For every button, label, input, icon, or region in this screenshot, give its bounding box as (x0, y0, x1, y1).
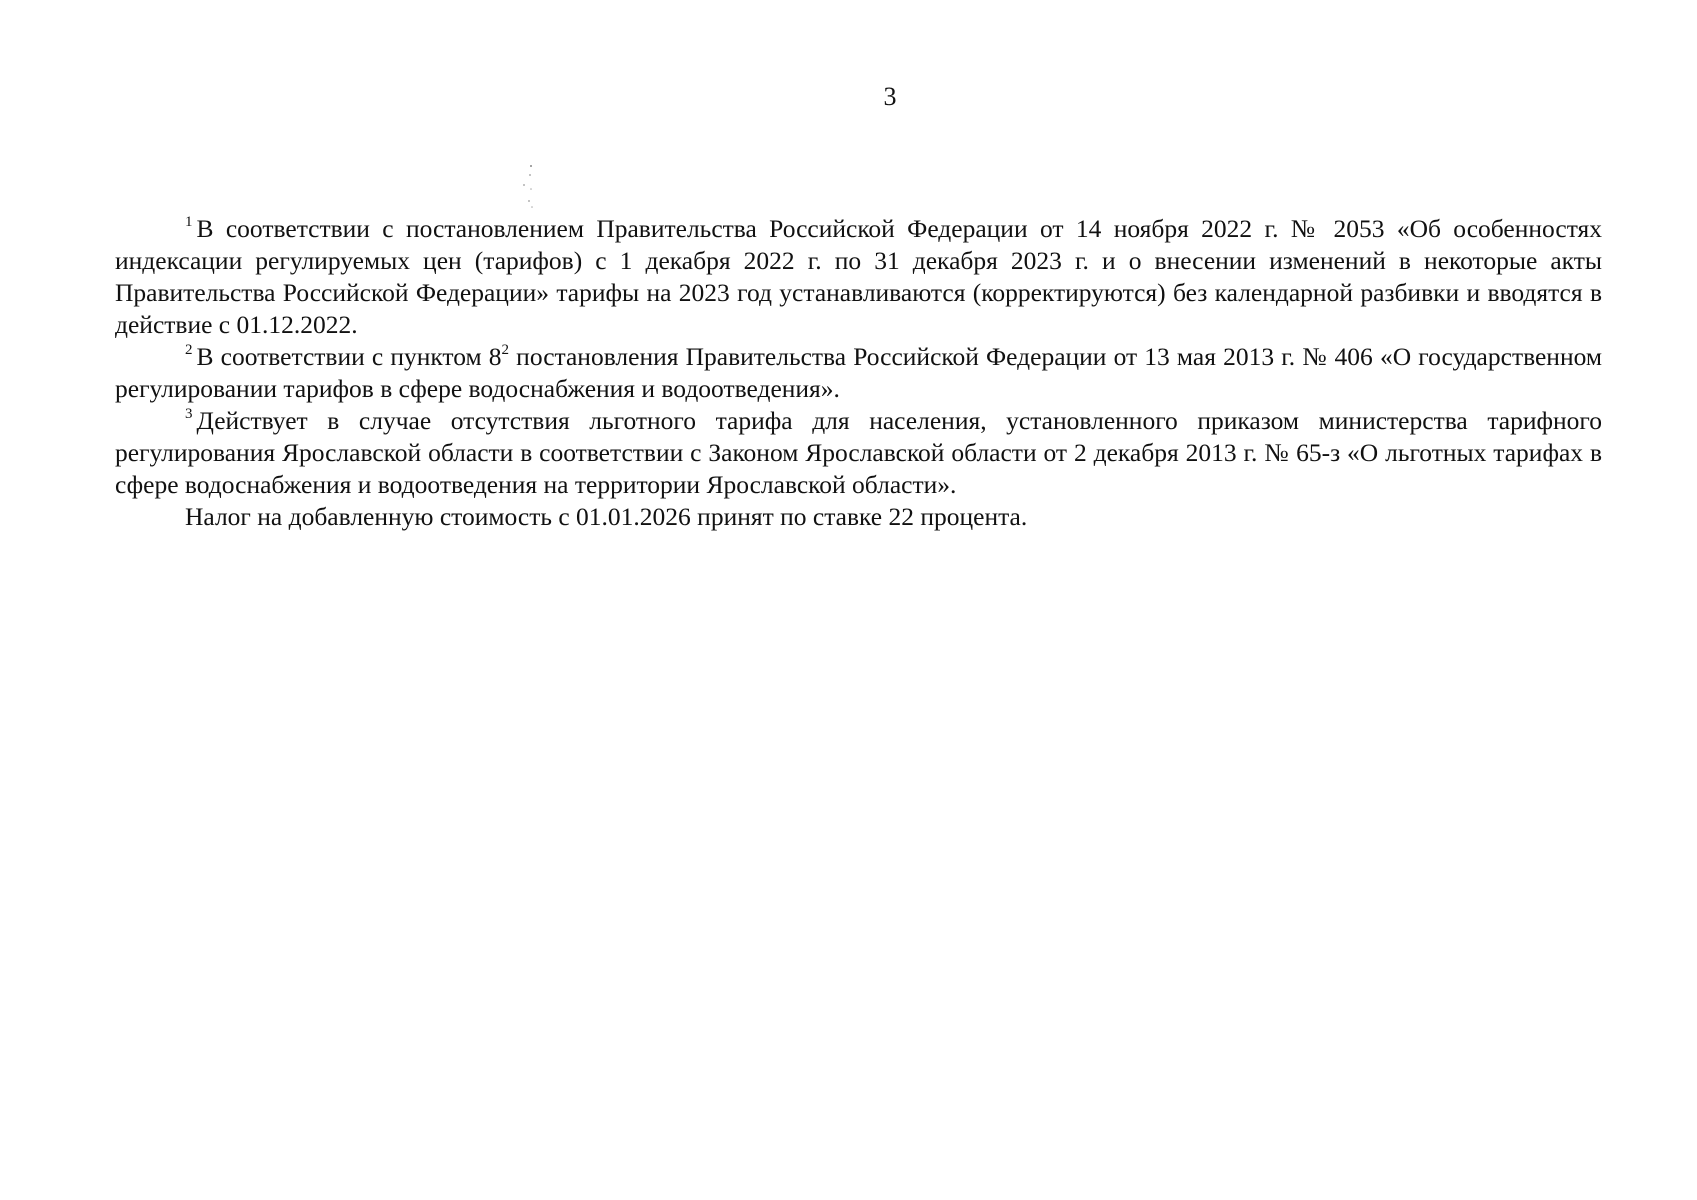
footnote-marker: 2 (185, 342, 193, 358)
page-number: 3 (883, 82, 897, 111)
clause-superscript: 2 (501, 342, 510, 358)
footnote-1 (115, 213, 1602, 341)
footnotes-block (115, 213, 1602, 533)
footnote-3 (115, 405, 1602, 501)
footnote-2 (115, 341, 1602, 405)
footnote-text-start: В соответствии с пунктом 8 (196, 342, 502, 371)
vat-note: Налог на добавленную стоимость с 01.01.2026 принят по ставке 22 процента. (185, 502, 1028, 531)
footnote-text: В соответствии с постановлением Правительства Российской Федерации от 14 ноября 2022 г. № 2053 «Об особенностях индексации регулируемых цен (тарифов) с 1 декабря 2022 г. по 31 декабря 2023 г. и о внесении изменений в некоторые акты Правительства Российской Федерации» тарифы на 2023 год устанавливаются (корректируются) без календарной разбивки и вводятся в действие с 01.12.2022. (115, 214, 1602, 339)
footnote-text: Действует в случае отсутствия льготного тарифа для населения, установленного приказом министерства тарифного регулирования Ярославской области в соответствии с Законом Ярославской области от 2 декабря 2013 г. № 65-з «О льготных тарифах в сфере водоснабжения и водоотведения на территории Ярославской области». (115, 406, 1602, 499)
footnote-marker: 1 (185, 214, 193, 230)
scan-artifact (520, 163, 534, 211)
footnote-marker: 3 (185, 406, 193, 422)
footnote-text-end: постановления Правительства Российской Федерации от 13 мая 2013 г. № 406 «О государственном регулировании тарифов в сфере водоснабжения и водоотведения». (115, 342, 1602, 403)
